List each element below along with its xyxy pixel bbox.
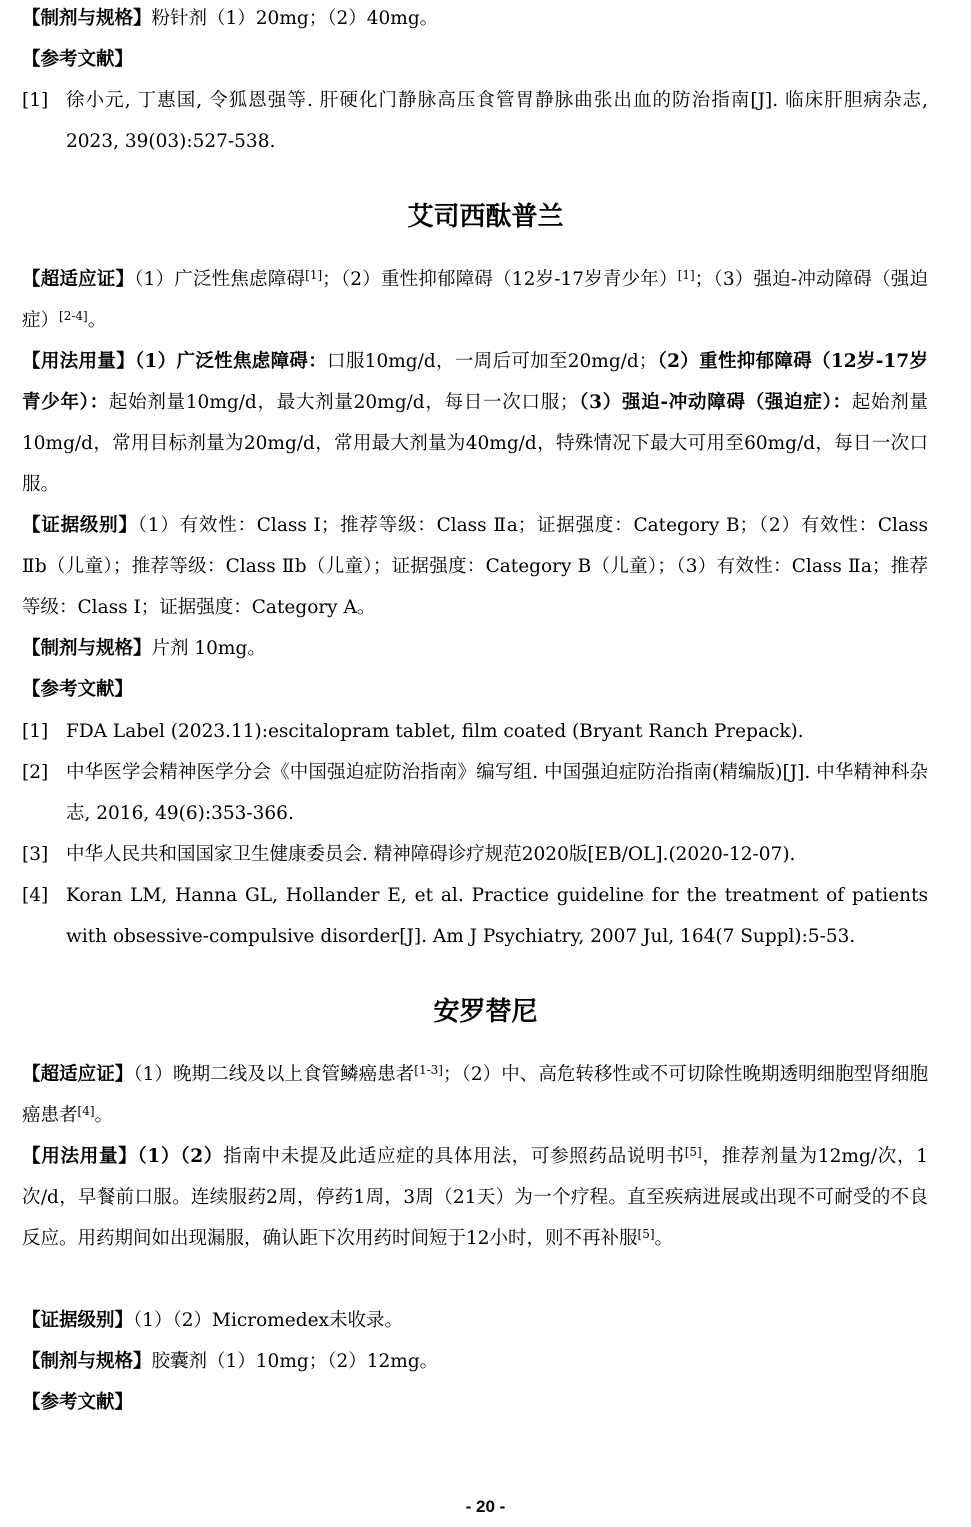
evidence-paragraph bbox=[22, 505, 928, 628]
citation: [1] bbox=[305, 268, 323, 282]
reference-text: 中华医学会精神医学分会《中国强迫症防治指南》编写组. 中国强迫症防治指南(精编版)[J]. 中华精神科杂志, 2016, 49(6):353-366. bbox=[66, 762, 928, 824]
section-label: 【参考文献】 bbox=[22, 679, 134, 700]
section-label: 【用法用量】 bbox=[22, 1146, 138, 1167]
references-heading bbox=[22, 1382, 928, 1423]
dosage-subheading: （1）广泛性焦虑障碍： bbox=[134, 351, 328, 372]
dosage-paragraph bbox=[22, 1136, 928, 1259]
reference-item bbox=[22, 711, 928, 752]
evidence-text: （1）有效性：Class I；推荐等级：Class Ⅱa；证据强度：Category B；（2）有效性：Class Ⅱb（儿童）；推荐等级：Class Ⅱb（儿童）；证据强度：Category B（儿童）；（3）有效性：Class Ⅱa；推荐等级：Class I；证据强度：Category A。 bbox=[22, 515, 928, 618]
references-heading bbox=[22, 669, 928, 710]
reference-item bbox=[22, 875, 928, 957]
citation: [5] bbox=[684, 1145, 702, 1159]
indication-text: 。 bbox=[94, 1105, 114, 1126]
indication-text: （1）晚期二线及以上食管鳞癌患者 bbox=[133, 1064, 415, 1085]
spec-text: 片剂 10mg。 bbox=[151, 638, 266, 659]
indication-paragraph bbox=[22, 259, 928, 341]
indication-text: （1）广泛性焦虑障碍 bbox=[134, 269, 306, 290]
reference-item bbox=[22, 752, 928, 834]
spec-paragraph bbox=[22, 1341, 928, 1382]
dosage-text: 起始剂量10mg/d，常用目标剂量为20mg/d，常用最大剂量为40mg/d，特殊情况下最大可用至60mg/d，每日一次口服。 bbox=[22, 392, 928, 495]
section-label: 【超适应证】 bbox=[22, 1064, 134, 1085]
section-label: 【参考文献】 bbox=[22, 49, 134, 70]
section-label: 【证据级别】 bbox=[22, 1310, 134, 1331]
dosage-subheading: （1）（2） bbox=[137, 1146, 224, 1167]
reference-item bbox=[22, 80, 928, 162]
dosage-text: 指南中未提及此适应症的具体用法，可参照药品说明书 bbox=[223, 1146, 685, 1167]
reference-number: [2] bbox=[22, 762, 49, 783]
spec-text: 粉针剂（1）20mg；（2）40mg。 bbox=[151, 8, 439, 29]
dosage-text: ，推荐剂量为12mg/次，1次/d，早餐前口服。连续服药2周，停药1周，3周（21天）为一个疗程。直至疾病进展或出现不可耐受的不良反应。用药期间如出现漏服，确认距下次用药时间短于12小时，则不再补服 bbox=[22, 1146, 928, 1249]
spec-paragraph bbox=[22, 0, 928, 39]
reference-text: 中华人民共和国国家卫生健康委员会. 精神障碍诊疗规范2020版[EB/OL].(2020-12-07). bbox=[66, 844, 796, 865]
drug-title: 安罗替尼 bbox=[433, 997, 538, 1027]
reference-number: [4] bbox=[22, 885, 49, 906]
evidence-text: （1）（2）Micromedex未收录。 bbox=[133, 1310, 403, 1331]
citation: [5] bbox=[637, 1227, 655, 1241]
reference-number: [1] bbox=[22, 721, 49, 742]
dosage-text: 口服10mg/d，一周后可加至20mg/d； bbox=[327, 351, 658, 372]
reference-item bbox=[22, 834, 928, 875]
reference-text: 徐小元, 丁惠国, 令狐恩强等. 肝硬化门静脉高压食管胃静脉曲张出血的防治指南[J]. 临床肝胆病杂志, 2023, 39(03):527-538. bbox=[66, 90, 928, 152]
indication-paragraph bbox=[22, 1054, 928, 1136]
dosage-text: 起始剂量10mg/d，最大剂量20mg/d，每日一次口服； bbox=[108, 392, 579, 413]
citation: [4] bbox=[77, 1104, 95, 1118]
section-label: 【超适应证】 bbox=[22, 269, 135, 290]
section-label: 【证据级别】 bbox=[22, 515, 138, 536]
section-label: 【参考文献】 bbox=[22, 1392, 134, 1413]
reference-text: Koran LM, Hanna GL, Hollander E, et al. Practice guideline for the treatment of patients with obsessive-compulsive disorder[J]. Am J Psychiatry, 2007 Jul, 164(7 Suppl):5-53. bbox=[66, 885, 928, 947]
section-label: 【制剂与规格】 bbox=[22, 638, 152, 659]
reference-number: [1] bbox=[22, 90, 49, 111]
reference-number: [3] bbox=[22, 844, 49, 865]
section-label: 【制剂与规格】 bbox=[22, 1351, 152, 1372]
indication-text: 。 bbox=[87, 310, 107, 331]
drug-title: 艾司西酞普兰 bbox=[407, 202, 564, 232]
dosage-subheading: （2）重性抑郁障碍（12岁-17岁青少年）： bbox=[22, 351, 928, 413]
references-heading bbox=[22, 39, 928, 80]
indication-text: ；（2）中、高危转移性或不可切除性晚期透明细胞型肾细胞癌患者 bbox=[22, 1064, 928, 1126]
citation: [1] bbox=[677, 268, 695, 282]
section-label: 【制剂与规格】 bbox=[22, 8, 152, 29]
page-number: - 20 - bbox=[465, 1497, 506, 1516]
dosage-paragraph bbox=[22, 341, 928, 505]
spec-paragraph bbox=[22, 628, 928, 669]
reference-text: FDA Label (2023.11):escitalopram tablet, film coated (Bryant Ranch Prepack). bbox=[66, 721, 804, 742]
section-label: 【用法用量】 bbox=[22, 351, 135, 372]
indication-text: ；（2）重性抑郁障碍（12岁-17岁青少年） bbox=[322, 269, 678, 290]
dosage-text: 。 bbox=[654, 1228, 674, 1249]
dosage-subheading: （3）强迫-冲动障碍（强迫症）： bbox=[578, 392, 852, 413]
spec-text: 胶囊剂（1）10mg；（2）12mg。 bbox=[151, 1351, 439, 1372]
citation: [2-4] bbox=[59, 309, 88, 323]
citation: [1-3] bbox=[414, 1063, 443, 1077]
indication-text: ；（3）强迫-冲动障碍（强迫症） bbox=[22, 269, 928, 331]
evidence-paragraph bbox=[22, 1300, 928, 1341]
